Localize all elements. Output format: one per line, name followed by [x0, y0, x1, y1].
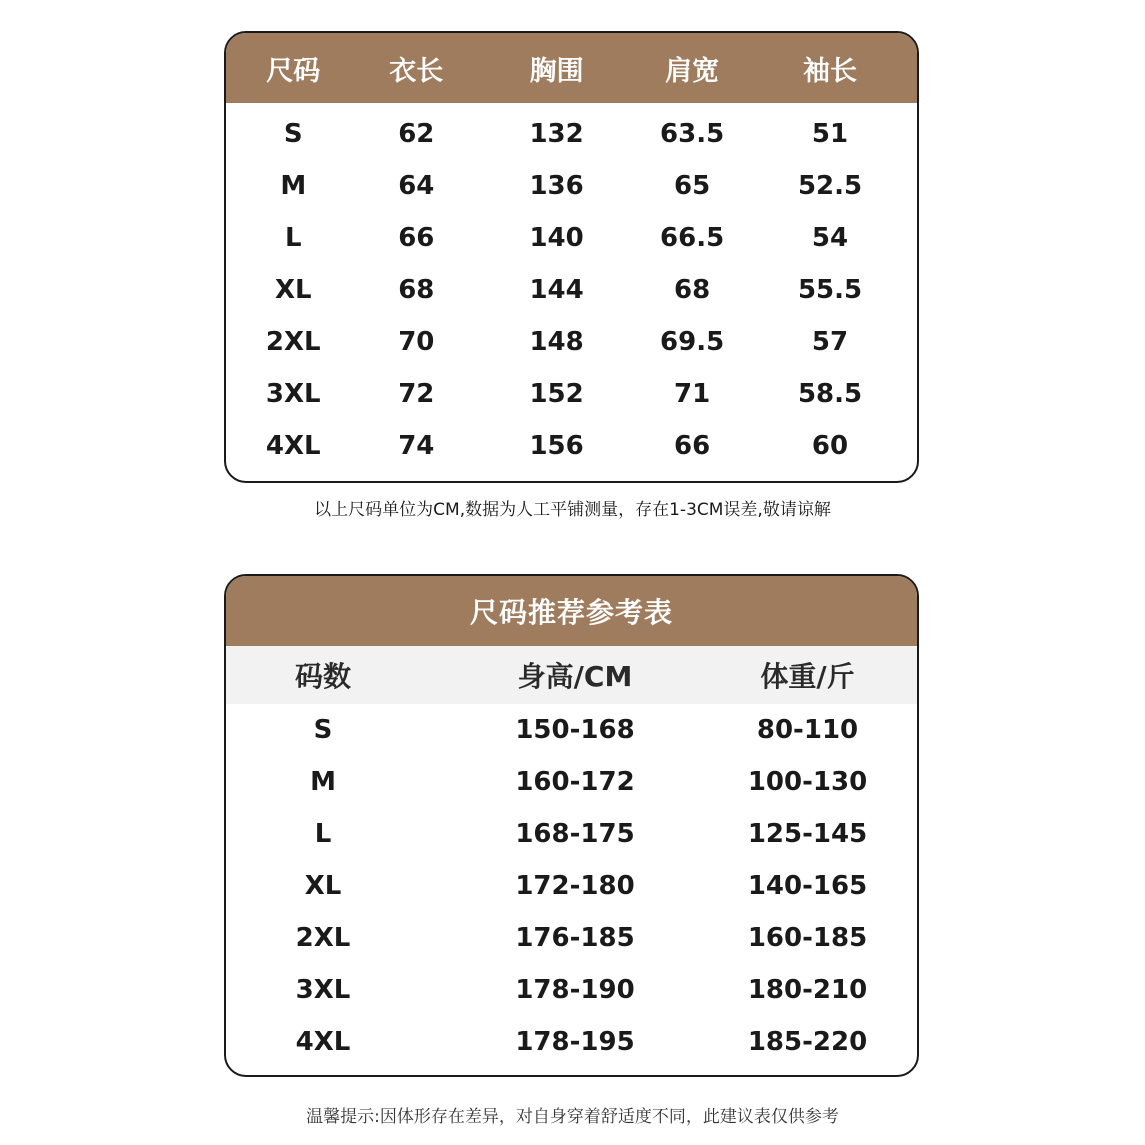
table-cell: 66: [674, 431, 711, 461]
table-row: [226, 316, 917, 368]
table-cell: M: [280, 171, 307, 201]
table-cell: 172-180: [515, 871, 635, 901]
table-row: [226, 860, 917, 912]
table-cell: 136: [529, 171, 584, 201]
table-cell: 140: [529, 223, 584, 253]
table-cell: 2XL: [295, 923, 351, 953]
header-shoulder: 肩宽: [665, 55, 720, 87]
table-cell: 156: [529, 431, 584, 461]
table-row: [226, 264, 917, 316]
table-cell: 178-195: [515, 1027, 635, 1057]
table-cell: 160-185: [747, 923, 868, 953]
table-row: [226, 212, 917, 264]
table-cell: 160-172: [515, 767, 635, 797]
table-cell: 68: [674, 275, 711, 305]
size-chart-header: [226, 33, 917, 103]
table-cell: 168-175: [515, 819, 635, 849]
table-cell: 3XL: [265, 379, 321, 409]
table-row: [226, 1016, 917, 1068]
table-cell: XL: [304, 871, 342, 901]
table-cell: S: [313, 715, 333, 745]
header-length: 衣长: [389, 55, 444, 87]
size-recommendation-table: [224, 574, 919, 1077]
table-cell: 150-168: [515, 715, 635, 745]
table-cell: 152: [529, 379, 584, 409]
header-size-code: 码数: [294, 660, 351, 693]
header-weight: 体重/斤: [760, 660, 855, 693]
table-cell: 69.5: [660, 327, 725, 357]
footer-note: 温馨提示:因体形存在差异，对自身穿着舒适度不同，此建议表仅供参考: [306, 1107, 839, 1127]
table-cell: 65: [674, 171, 711, 201]
table-cell: 54: [811, 223, 849, 253]
table-cell: 100-130: [747, 767, 868, 797]
table-cell: 140-165: [747, 871, 868, 901]
table-cell: M: [310, 767, 336, 797]
table-cell: S: [283, 119, 303, 149]
size-chart-table: [224, 31, 919, 483]
table-row: [226, 808, 917, 860]
table-row: [226, 912, 917, 964]
table-cell: 70: [398, 327, 435, 357]
header-sleeve: 袖长: [803, 55, 858, 87]
table-cell: 132: [529, 119, 584, 149]
table-cell: 72: [398, 379, 435, 409]
recommendation-header: [226, 646, 917, 704]
table-cell: 4XL: [265, 431, 321, 461]
header-height: 身高/CM: [517, 660, 633, 693]
table-cell: 52.5: [797, 171, 863, 201]
table-cell: 64: [398, 171, 435, 201]
table-row: [226, 368, 917, 420]
table-cell: 62: [398, 119, 435, 149]
table-row: [226, 756, 917, 808]
table-cell: 3XL: [295, 975, 351, 1005]
table-cell: 71: [674, 379, 711, 409]
table-cell: 80-110: [756, 715, 859, 745]
table-cell: 55.5: [797, 275, 863, 305]
recommendation-body: [226, 704, 917, 1068]
table-cell: 74: [398, 431, 435, 461]
table-cell: XL: [274, 275, 312, 305]
table-row: [226, 964, 917, 1016]
table-row: [226, 420, 917, 472]
table-cell: 63.5: [660, 119, 725, 149]
table-cell: 144: [529, 275, 584, 305]
table-cell: L: [284, 223, 302, 253]
table-cell: L: [314, 819, 332, 849]
table-cell: 68: [398, 275, 435, 305]
size-chart-body: [226, 103, 917, 472]
header-size: 尺码: [266, 55, 321, 87]
header-chest: 胸围: [529, 55, 584, 87]
table-cell: 125-145: [747, 819, 868, 849]
table-cell: 178-190: [515, 975, 635, 1005]
table-cell: 66: [398, 223, 435, 253]
measurement-note: 以上尺码单位为CM,数据为人工平铺测量，存在1-3CM误差,敬请谅解: [314, 500, 831, 520]
table-row: [226, 108, 917, 160]
table-cell: 60: [811, 431, 849, 461]
table-cell: 57: [811, 327, 849, 357]
table-cell: 148: [529, 327, 584, 357]
table-row: [226, 704, 917, 756]
table-cell: 185-220: [747, 1027, 868, 1057]
recommendation-title: 尺码推荐参考表: [469, 596, 673, 629]
table-cell: 66.5: [660, 223, 725, 253]
recommendation-title-bar: [226, 576, 917, 646]
table-cell: 180-210: [747, 975, 868, 1005]
table-cell: 58.5: [797, 379, 863, 409]
table-row: [226, 160, 917, 212]
table-cell: 2XL: [265, 327, 321, 357]
table-cell: 51: [811, 119, 849, 149]
table-cell: 4XL: [295, 1027, 351, 1057]
table-cell: 176-185: [515, 923, 635, 953]
